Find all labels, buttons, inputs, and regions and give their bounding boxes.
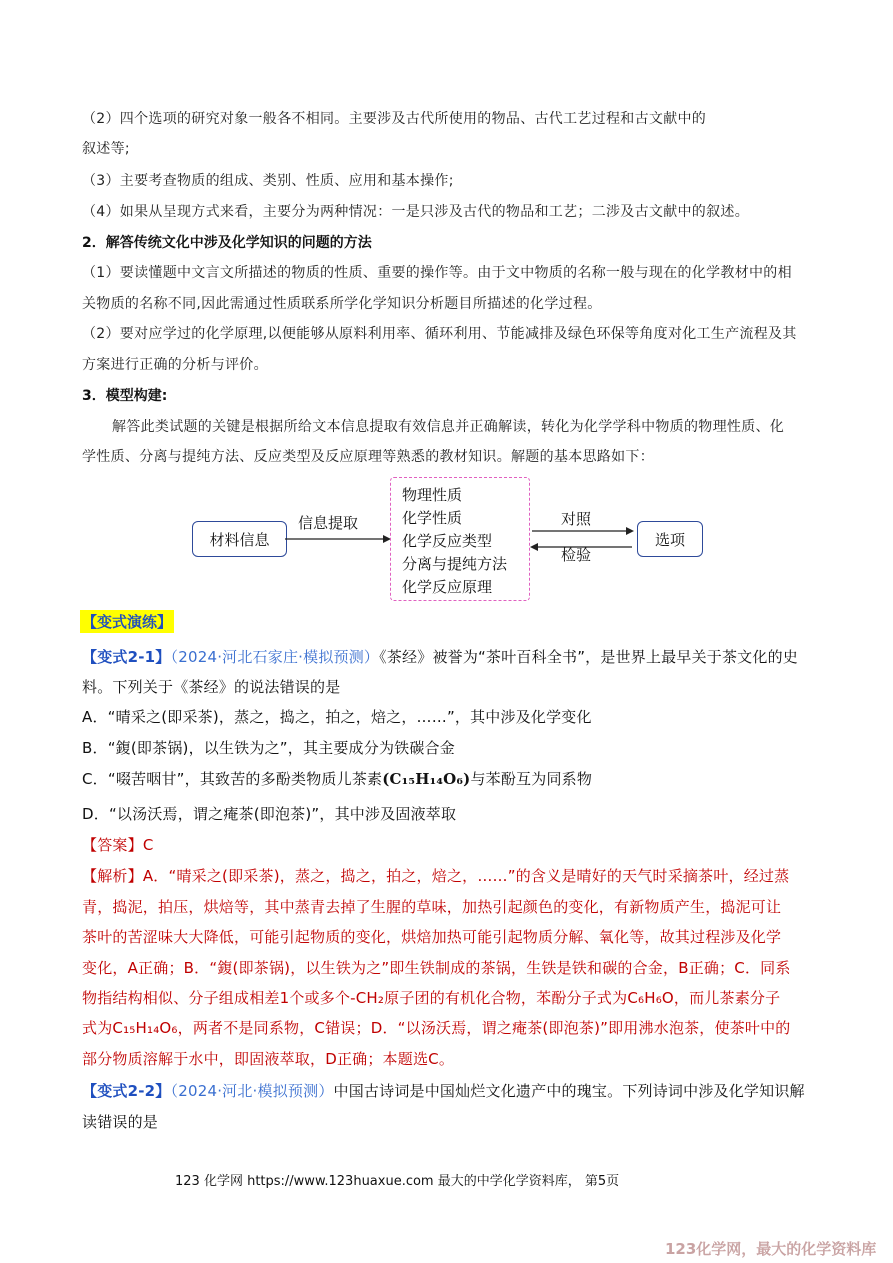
q1-stem-line-2: 料。下列关于《茶经》的说法错误的是 (82, 678, 341, 696)
practice-title: 【变式演练】 (80, 610, 174, 633)
q2-tag: 【变式2-2】 (82, 1082, 171, 1100)
knowledge-item-3: 化学反应类型 (402, 532, 493, 550)
knowledge-item-4: 分离与提纯方法 (402, 555, 508, 573)
q1-source: （2024·河北石家庄·模拟预测） (170, 648, 380, 666)
analysis-line-5: 物指结构相似、分子组成相差1个或多个-CH₂原子团的有机化合物，苯酚分子式为C₆H₆O，而儿茶素分子 (82, 989, 781, 1007)
section2-heading: 2．解答传统文化中涉及化学知识的问题的方法 (82, 235, 372, 251)
q1-stem-1: 《茶经》被誉为“茶叶百科全书”，是世界上最早关于茶文化的史 (379, 648, 798, 666)
q2-stem-line-2: 读错误的是 (82, 1113, 159, 1131)
brand-watermark: 123化学网，最大的化学资料库 (665, 1240, 877, 1258)
compare-label: 对照 (561, 510, 592, 528)
analysis-line-4: 变化，A正确；B．“鍑(即茶锅)，以生铁为之”即生铁制成的茶锅，生铁是铁和碳的合金，B正确；C．同系 (82, 959, 791, 977)
knowledge-item-5: 化学反应原理 (402, 578, 493, 596)
analysis-line-2: 青，捣泥，拍压，烘焙等，其中蒸青去掉了生腥的草味，加热引起颜色的变化，有新物质产生，捣泥可让 (82, 898, 782, 916)
section3-heading: 3．模型构建: (82, 388, 168, 404)
q2-stem-1: 中国古诗词是中国灿烂文化遗产中的瑰宝。下列诗词中涉及化学知识解 (333, 1082, 805, 1100)
analysis-tag: 【解析】 (82, 867, 143, 885)
q1-option-c (82, 768, 592, 789)
para-line-1: （2）四个选项的研究对象一般各不相同。主要涉及古代所使用的物品、古代工艺过程和古文献中的 (82, 111, 707, 127)
section2-line-1: （1）要读懂题中文言文所描述的物质的性质、重要的操作等。由于文中物质的名称一般与现在的化学教材中的相 (82, 265, 792, 281)
analysis-text-1: A．“晴采之(即采茶)，蒸之，捣之，拍之，焙之，……”的含义是晴好的天气时采摘茶叶，经过蒸 (142, 867, 790, 885)
section3-line-1: 解答此类试题的关键是根据所给文本信息提取有效信息并正确解读，转化为化学学科中物质的物理性质、化 (112, 419, 785, 435)
analysis-line-7: 部分物质溶解于水中，即固液萃取，D正确；本题选C。 (82, 1050, 455, 1068)
answer-value: C (142, 836, 154, 854)
catechin-formula: (C₁₅H₁₄O₆) (382, 770, 471, 788)
q1-option-d: D．“以汤沃焉，谓之痷茶(即泡茶)”，其中涉及固液萃取 (82, 805, 457, 823)
q1-option-b: B．“鍑(即茶锅)，以生铁为之”，其主要成分为铁碳合金 (82, 739, 455, 757)
section3-line-2: 学性质、分离与提纯方法、反应类型及反应原理等熟悉的教材知识。解题的基本思路如下： (82, 449, 654, 465)
answer-tag: 【答案】 (82, 836, 143, 854)
q2-source: （2024·河北·模拟预测） (170, 1082, 334, 1100)
extract-arrow (285, 530, 391, 550)
para-line-3: （3）主要考查物质的组成、类别、性质、应用和基本操作; (82, 173, 454, 189)
para-line-2: 叙述等; (82, 141, 130, 157)
analysis-line-1 (82, 865, 789, 886)
extract-label: 信息提取 (298, 514, 359, 532)
section2-line-3: （2）要对应学过的化学原理,以便能够从原料利用率、循环利用、节能减排及绿色环保等角度对化工生产流程及其 (82, 326, 797, 342)
q1-option-c-pre: C．“啜苦咽甘”，其致苦的多酚类物质儿茶素 (82, 770, 383, 788)
compare-arrow (530, 524, 634, 538)
knowledge-item-2: 化学性质 (402, 509, 463, 527)
q2-stem-line-1 (82, 1080, 805, 1101)
q1-option-c-post: 与苯酚互为同系物 (470, 770, 593, 788)
check-label: 检验 (561, 546, 592, 564)
section2-line-4: 方案进行正确的分析与评价。 (82, 357, 268, 373)
q1-stem-line-1 (82, 646, 798, 667)
q1-answer (82, 834, 154, 855)
section2-line-2: 关物质的名称不同,因此需通过性质联系所学化学知识分析题目所描述的化学过程。 (82, 296, 602, 312)
analysis-line-3: 茶叶的苦涩味大大降低，可能引起物质的变化，烘焙加热可能引起物质分解、氧化等，故其过程涉及化学 (82, 928, 782, 946)
analysis-line-6: 式为C₁₅H₁₄O₆，两者不是同系物，C错误；D．“以汤沃焉，谓之痷茶(即泡茶)”即用沸水泡茶，使茶叶中的 (82, 1019, 791, 1037)
para-line-4: （4）如果从呈现方式来看，主要分为两种情况：一是只涉及古代的物品和工艺；二涉及古文献中的叙述。 (82, 204, 750, 220)
q1-tag: 【变式2-1】 (82, 648, 171, 666)
page-footer: 123 化学网 https://www.123huaxue.com 最大的中学化学资料库， 第5页 (175, 1174, 620, 1189)
diagram-option-box: 选项 (637, 521, 703, 557)
knowledge-item-1: 物理性质 (402, 486, 463, 504)
diagram-source-box: 材料信息 (192, 521, 287, 557)
q1-option-a: A．“晴采之(即采茶)，蒸之，捣之，拍之，焙之，……”，其中涉及化学变化 (82, 708, 592, 726)
